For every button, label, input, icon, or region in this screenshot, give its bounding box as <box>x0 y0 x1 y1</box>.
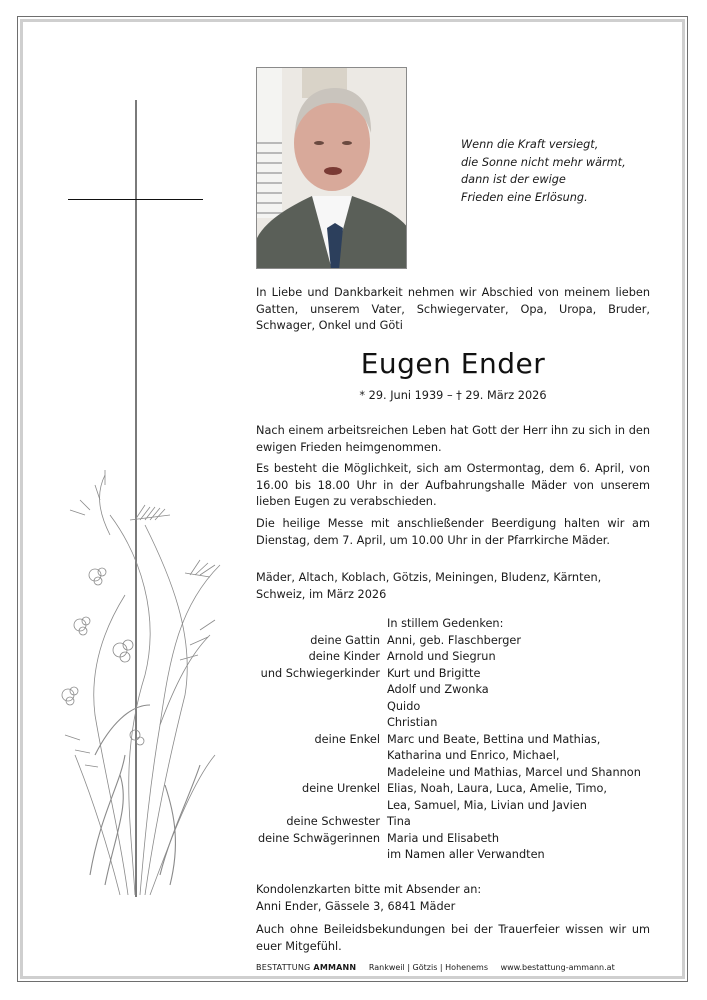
brand-name: AMMANN <box>313 963 357 972</box>
deceased-name: Eugen Ender <box>360 347 546 380</box>
mourner-row <box>256 715 676 732</box>
portrait-photo <box>256 67 407 269</box>
mourner-relation: deine Enkel <box>314 732 380 746</box>
mourner-row <box>256 666 676 683</box>
mourner-names: Christian <box>387 716 438 729</box>
mourner-relation: deine Urenkel <box>302 782 380 795</box>
footer-website-link[interactable]: www.bestattung-ammann.at <box>500 963 615 972</box>
mourner-relation: und Schwiegerkinder <box>260 666 380 680</box>
mourners-list <box>256 616 676 864</box>
mourner-row <box>256 732 676 749</box>
mourner-relation <box>256 798 387 815</box>
mourner-names: Katharina und Enrico, Michael, <box>387 749 560 762</box>
mourner-names: Kurt und Brigitte <box>387 666 481 680</box>
poem-line: die Sonne nicht mehr wärmt, <box>461 155 626 169</box>
mourner-relation <box>256 699 387 716</box>
condolence-address <box>256 882 650 915</box>
mourner-names: Tina <box>387 815 411 828</box>
mourner-relation <box>256 715 387 732</box>
mourner-row <box>256 649 676 666</box>
mourner-row <box>256 831 676 848</box>
mourner-names: Marc und Beate, Bettina und Mathias, <box>387 732 601 746</box>
mourner-names: Madeleine und Mathias, Marcel und Shannon <box>387 765 641 779</box>
mourner-row <box>256 765 676 782</box>
mourner-row <box>256 616 676 633</box>
mourner-names: Quido <box>387 699 421 713</box>
mourner-names: Maria und Elisabeth <box>387 831 499 845</box>
mourner-row <box>256 814 676 831</box>
mourner-names: Lea, Samuel, Mia, Livian und Javien <box>387 798 587 812</box>
paragraph-passing: Nach einem arbeitsreichen Leben hat Gott der Herr ihn zu sich in den ewigen Frieden heimgenommen. <box>256 424 650 454</box>
cross-horizontal-bar <box>68 199 203 200</box>
mourner-relation: deine Schwägerinnen <box>258 831 380 845</box>
poem-line: dann ist der ewige <box>461 173 566 186</box>
poem-line: Wenn die Kraft versiegt, <box>461 138 599 151</box>
mourner-names: In stillem Gedenken: <box>387 617 504 630</box>
poem <box>461 136 626 206</box>
footer <box>256 963 625 972</box>
brand-prefix: BESTATTUNG <box>256 963 311 972</box>
mourner-relation <box>256 748 387 765</box>
mourner-row <box>256 798 676 815</box>
mourner-row <box>256 781 676 798</box>
mourner-row <box>256 847 676 864</box>
mourner-relation: deine Kinder <box>308 650 380 663</box>
funeral-home-brand <box>256 963 356 972</box>
mourner-names: Anni, geb. Flaschberger <box>387 633 521 647</box>
wildflower-illustration <box>50 455 230 900</box>
poem-line: Frieden eine Erlösung. <box>461 190 588 204</box>
mourner-names: Elias, Noah, Laura, Luca, Amelie, Timo, <box>387 782 608 795</box>
mourner-relation <box>256 616 387 633</box>
mourner-row <box>256 748 676 765</box>
mourner-row <box>256 682 676 699</box>
paragraph-viewing: Es besteht die Möglichkeit, sich am Ostermontag, dem 6. April, von 16.00 bis 18.00 Uhr in der Aufbahrungshalle Mäder von unserem lieben Eugen zu verabschieden. <box>256 462 650 509</box>
life-dates: * 29. Juni 1939 – † 29. März 2026 <box>359 389 547 402</box>
mourner-names: Adolf und Zwonka <box>387 683 489 696</box>
mourner-relation <box>256 765 387 782</box>
footer-locations: Rankweil | Götzis | Hohenems <box>368 963 489 972</box>
portrait-image <box>257 68 407 269</box>
paragraph-funeral-mass: Die heilige Messe mit anschließender Beerdigung halten wir am Dienstag, dem 7. April, um 10.00 Uhr in der Pfarrkirche Mäder. <box>256 517 650 547</box>
mourner-relation: deine Gattin <box>310 633 380 647</box>
mourner-row <box>256 633 676 650</box>
mourner-row <box>256 699 676 716</box>
mourner-names: im Namen aller Verwandten <box>387 848 545 861</box>
mourner-relation <box>256 847 387 864</box>
intro-text: In Liebe und Dankbarkeit nehmen wir Abschied von meinem lieben Gatten, unserem Vater, Schwiegervater, Opa, Uropa, Bruder, Schwager, Onkel und Göti <box>256 286 650 333</box>
mourner-relation: deine Schwester <box>286 815 380 828</box>
mourner-names: Arnold und Siegrun <box>387 650 496 663</box>
condolence-recipient: Anni Ender, Gässele 3, 6841 Mäder <box>256 899 456 913</box>
places-and-date: Mäder, Altach, Koblach, Götzis, Meiningen, Bludenz, Kärnten, Schweiz, im März 2026 <box>256 571 602 601</box>
mourner-relation <box>256 682 387 699</box>
condolence-instruction: Kondolenzkarten bitte mit Absender an: <box>256 883 482 896</box>
closing-note: Auch ohne Beileidsbekundungen bei der Trauerfeier wissen wir um euer Mitgefühl. <box>256 923 650 953</box>
